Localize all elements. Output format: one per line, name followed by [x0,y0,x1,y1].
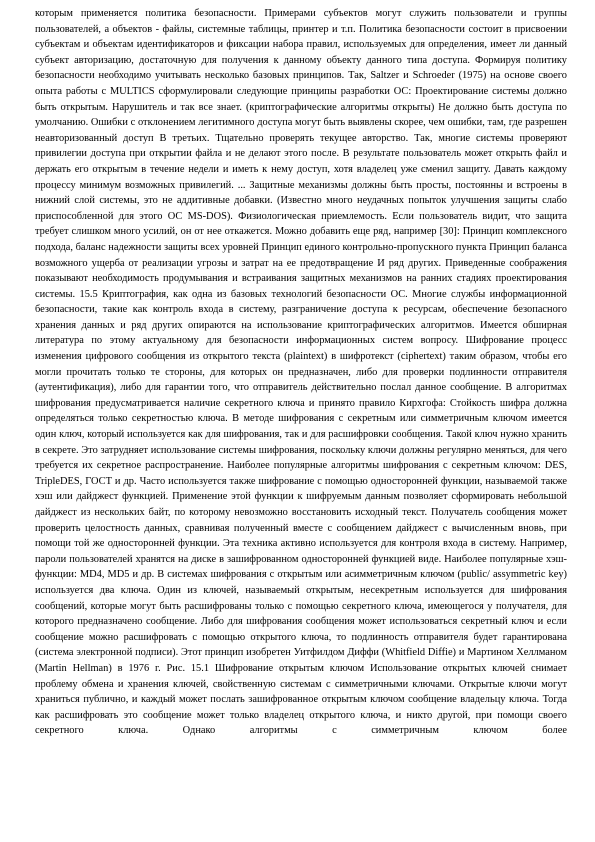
document-page [35,6,567,739]
body-text-paragraph: которым применяется политика безопасности. Примерами субъектов могут служить пользователи и группы пользователей, а объектов - файлы, системные таблицы, принтер и т.п. Политика безопасности состоит в присвоении субъектам и объектам идентификаторов и фиксации набора правил, используемых для определения, имеет ли данный субъект авторизацию, достаточную для получения к данному объекту данного типа доступа. Формируя политику безопасности необходимо учитывать несколько базовых принципов. Так, Saltzer и Schroeder (1975) на основе своего опыта работы с MULTICS сформулировали следующие принципы разработки ОС: Проектирование системы должно быть открытым. Нарушитель и так все знает. (криптографические алгоритмы открыты) Не должно быть доступа по умолчанию. Ошибки с отклонением легитимного доступа могут быть выявлены скорее, чем ошибки, там, где разрешен неавторизованный доступ В третьих. Тщательно проверять текущее авторство. Так, многие системы проверяют привилегии доступа при открытии файла и не делают этого после. В результате пользователь может открыть файл и держать его открытым в течение недели и иметь к нему доступ, хотя владелец уже сменил защиту. Давать каждому процессу минимум возможных привилегий. ... Защитные механизмы должны быть просты, постоянны и встроены в нижний слой системы, это не аддитивные добавки. (Известно много неудачных попыток улучшения защиты слабо приспособленной для этого ОС MS-DOS). Физиологическая приемлемость. Если пользователь видит, что защита требует слишком много усилий, он от нее откажется. Можно добавить еще ряд, например [30]: Принцип комплексного подхода, баланс надежности защиты всех уровней Принцип единого контрольно-пропускного пункта Принцип баланса возможного ущерба от реализации угрозы и затрат на ее предотвращение И ряд других. Приведенные соображения показывают необходимость продумывания и встраивания защитных механизмов на ранних стадиях проектирования системы. 15.5 Криптография, как одна из базовых технологий безопасности ОС. Многие службы информационной безопасности, такие как контроль входа в систему, разграничение доступа к ресурсам, обеспечение безопасного хранения данных и ряд других опираются на использование криптографических алгоритмов. Имеется обширная литература по этому актуальному для безопасности информационных систем вопросу. Шифрование процесс изменения цифрового сообщения из открытого текста (plaintext) в шифротекст (ciphertext) таким образом, чтобы его могли прочитать только те стороны, для которых он предназначен, либо для проверки подлинности отправителя (аутентификация), либо для гарантии того, что отправитель действительно послал данное сообщение. В алгоритмах шифрования предусматривается наличие секретного ключа и принято правило Кирхгофа: Стойкость шифра должна определяться только секретностью ключа. В методе шифрования с секретным или симметричным ключом имеется один ключ, который используется как для шифрования, так и для расшифровки сообщения. Такой ключ нужно хранить в секрете. Это затрудняет использование системы шифрования, поскольку ключи должны регулярно меняться, для чего требуется их секретное распространение. Наиболее популярные алгоритмы шифрования с секретным ключом: DES, TripleDES, ГОСТ и др. Часто используется также шифрование с помощью односторонней функции, называемой также хэш или дайджест функцией. Применение этой функции к шифруемым данным позволяет сформировать небольшой дайджест из нескольких байт, по которому невозможно восстановить исходный текст. Получатель сообщения может проверить целостность данных, сравнивая полученный вместе с сообщением дайджест с вычисленным вновь, при помощи той же односторонней функции. Эта техника активно используется для контроля входа в систему. Например, пароли пользователей хранятся на диске в зашифрованном односторонней функцией виде. Наиболее популярные хэш-функции: MD4, MD5 и др. В системах шифрования с открытым или асимметричным ключом (public/ assymmetric key) используется два ключа. Один из ключей, называемый открытым, несекретным используется для шифрования сообщений, которые могут быть расшифрованы только с помощью секретного ключа, имеющегося у получателя, для которого предназначено сообщение. Либо для шифрования сообщения может использоваться секретный ключ и если сообщение можно расшифровать с помощью открытого ключа, то подлинность отправителя будет гарантирована (система электронной подписи). Этот принцип изобретен Уитфилдом Диффи (Whitfield Diffie) и Мартином Хеллманом (Martin Hellman) в 1976 г. Рис. 15.1 Шифрование открытым ключом Использование открытых ключей снимает проблему обмена и хранения ключей, свойственную системам с симметричными ключами. Открытые ключи могут храниться публично, и каждый может послать зашифрованное открытым ключом сообщение владельцу ключа. Тогда как расшифровать это сообщение может только владелец открытого ключа, и никто другой, при помощи своего секретного ключа. Однако алгоритмы с симметричным ключом более [35,8,567,737]
